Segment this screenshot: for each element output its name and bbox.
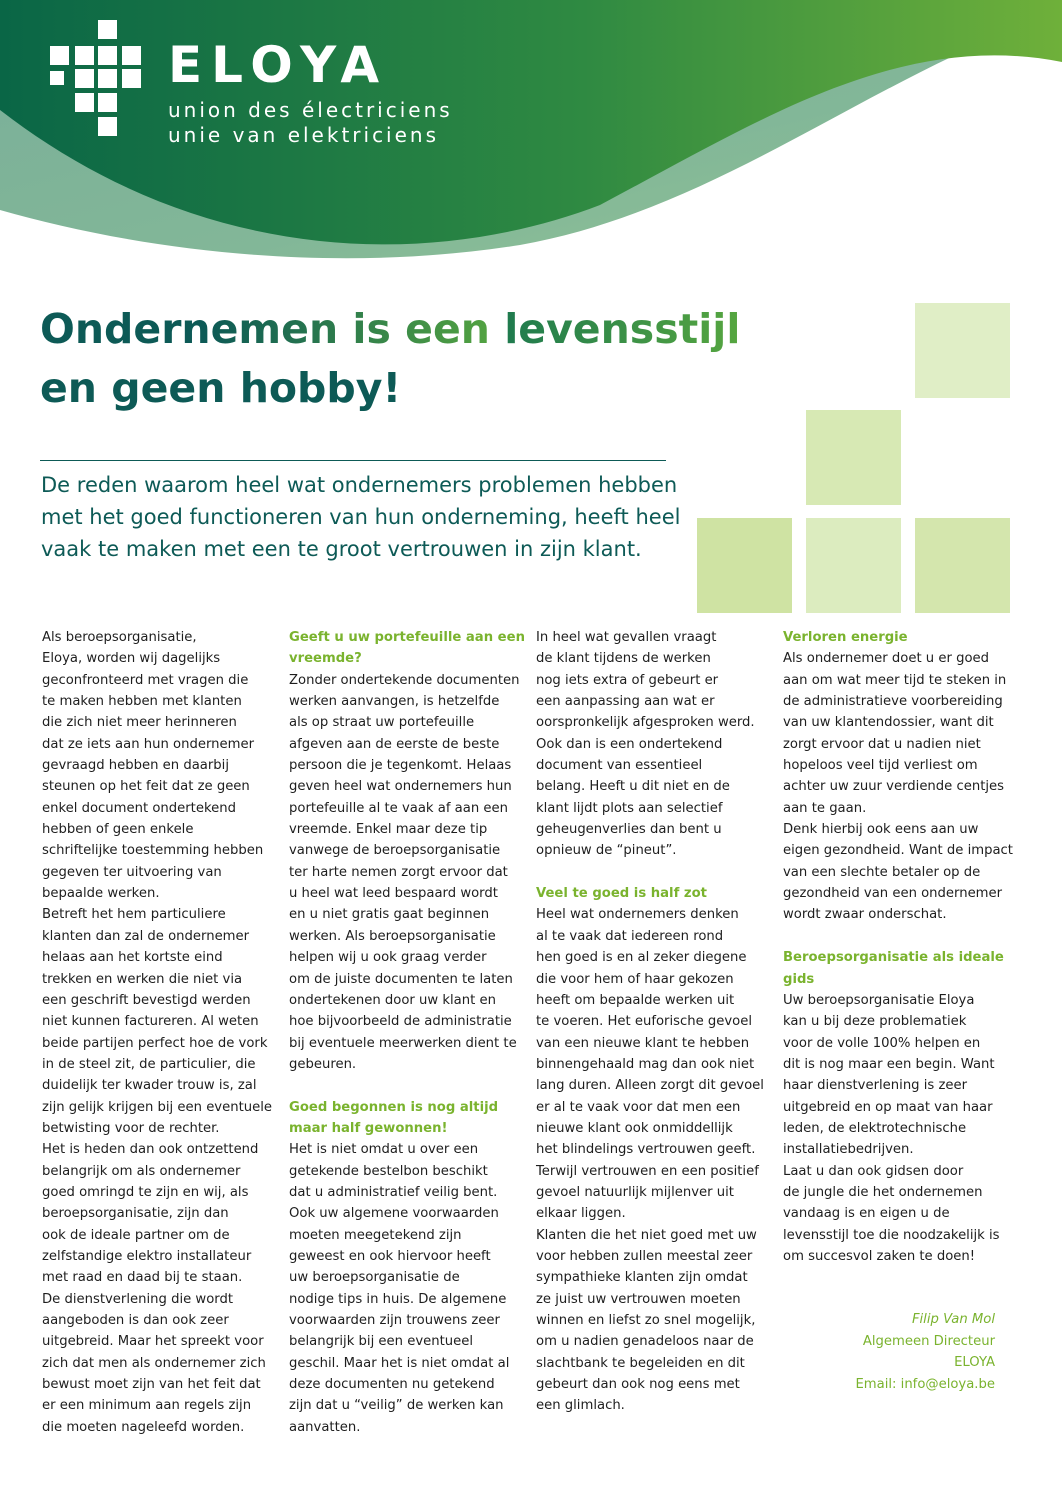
- text-line: Ook uw algemene voorwaarden: [289, 1206, 499, 1222]
- text-line: bepaalde werken.: [42, 886, 160, 902]
- text-line: gebeuren.: [289, 1056, 357, 1072]
- text-line: vandaag is en eigen u de: [783, 1206, 950, 1222]
- text-line: u heel wat leed bespaard wordt: [289, 886, 498, 902]
- text-line: Als ondernemer doet u er goed: [783, 651, 990, 667]
- text-line: goed omringd te zijn en wij, als: [42, 1184, 249, 1200]
- text-line: klanten dan zal de ondernemer: [42, 928, 250, 944]
- text-line: gebeurt dan ook nog eens met: [536, 1377, 740, 1393]
- text-line: Beroepsorganisatie als ideale: [783, 950, 1004, 966]
- text-line: eigen gezondheid. Want de impact: [783, 843, 1013, 859]
- text-line: de jungle die het ondernemen: [783, 1184, 983, 1200]
- text-line: die zich niet meer herinneren: [42, 715, 237, 731]
- text-line: Het is niet omdat u over een: [289, 1142, 479, 1158]
- text-line: hopeloos veel tijd verliest om: [783, 758, 978, 774]
- author-name: Filip Van Mol: [911, 1312, 995, 1327]
- lead-paragraph: [41, 469, 681, 565]
- text-line: zijn gelijk krijgen bij een eventuele: [42, 1099, 273, 1115]
- cross-grid-icon: [50, 20, 146, 138]
- paragraph: [536, 627, 764, 862]
- text-line: Zonder ondertekende documenten: [289, 672, 520, 688]
- text-line: vreemde. Enkel maar deze tip: [289, 822, 488, 838]
- text-line: opnieuw de “pineut”.: [536, 843, 677, 859]
- title-line-2: en geen hobby!: [40, 364, 402, 412]
- text-line: Het is heden dan ook ontzettend: [42, 1142, 259, 1158]
- text-line: geheugenverlies dan bent u: [536, 822, 722, 838]
- text-line: dit is nog maar een begin. Want: [783, 1056, 995, 1072]
- section-heading: [536, 883, 764, 904]
- text-line: gegeven ter uitvoering van: [42, 864, 222, 880]
- text-line: dat ze iets aan hun ondernemer: [42, 736, 254, 752]
- text-line: werken aanvangen, is hetzelfde: [289, 694, 500, 710]
- text-line: belang. Heeft u dit niet en de: [536, 779, 730, 795]
- text-line: te maken hebben met klanten: [42, 694, 242, 710]
- text-line: werken. Als beroepsorganisatie: [289, 928, 496, 944]
- text-line: zorgt ervoor dat u nadien niet: [783, 736, 981, 752]
- text-line: Als beroepsorganisatie,: [42, 630, 197, 645]
- text-line: nieuwe klant ook onmiddellijk: [536, 1120, 733, 1136]
- paragraph: [289, 670, 525, 1076]
- text-line: om de juiste documenten te laten: [289, 971, 513, 987]
- text-line: moeten meegetekend zijn: [289, 1227, 462, 1243]
- text-line: uw beroepsorganisatie de: [289, 1270, 460, 1286]
- text-line: lang duren. Alleen zorgt dit gevoel: [536, 1078, 764, 1094]
- text-line: en u niet gratis gaat beginnen: [289, 907, 490, 923]
- text-line: een geschrift bevestigd werden: [42, 992, 251, 1008]
- text-line: Denk hierbij ook eens aan uw: [783, 822, 979, 838]
- text-line: hebben of geen enkele: [42, 822, 194, 838]
- text-line: ondertekenen door uw klant en: [289, 992, 496, 1008]
- paragraph: [783, 648, 1013, 819]
- section-heading: [783, 627, 1013, 648]
- text-line: persoon die je tegenkomt. Helaas: [289, 758, 512, 774]
- decor-square: [806, 410, 901, 505]
- section-heading: [289, 1097, 525, 1140]
- text-line: Terwijl vertrouwen en een positief: [536, 1163, 759, 1179]
- text-line: maar half gewonnen!: [289, 1120, 448, 1136]
- text-line: dat u administratief veilig bent.: [289, 1184, 498, 1200]
- text-line: levensstijl toe die noodzakelijk is: [783, 1227, 1000, 1243]
- text-line: getekende bestelbon beschikt: [289, 1163, 488, 1179]
- section-heading: [783, 947, 1013, 990]
- column-4: [783, 627, 1013, 1267]
- paragraph: [42, 1289, 272, 1438]
- text-line: betwisting voor de rechter.: [42, 1120, 220, 1136]
- text-line: Laat u dan ook gidsen door: [783, 1163, 964, 1179]
- text-line: gevraagd hebben en daarbij: [42, 758, 230, 774]
- text-line: klant lijdt plots aan selectief: [536, 800, 723, 816]
- text-line: kan u bij deze problematiek: [783, 1014, 967, 1030]
- text-line: helaas aan het kortste eind: [42, 950, 223, 966]
- text-line: de klant tijdens de werken: [536, 651, 711, 667]
- text-line: hoe bijvoorbeeld de administratie: [289, 1014, 512, 1030]
- text-line: voorwaarden zijn trouwens zeer: [289, 1313, 500, 1328]
- text-line: nodige tips in huis. De algemene: [289, 1291, 507, 1307]
- text-line: zich dat men als ondernemer zich: [42, 1355, 266, 1371]
- text-line: geweest en ook hiervoor heeft: [289, 1248, 491, 1264]
- decor-square: [915, 303, 1010, 398]
- paragraph: [783, 1161, 1013, 1268]
- text-line: niet kunnen factureren. Al weten: [42, 1014, 259, 1030]
- text-line: van een nieuwe klant te hebben: [536, 1035, 750, 1051]
- text-line: afgeven aan de eerste de beste: [289, 736, 500, 752]
- text-line: oorspronkelijk afgesproken werd.: [536, 715, 755, 731]
- text-line: elkaar liggen.: [536, 1206, 626, 1222]
- text-line: de administratieve voorbereiding: [783, 694, 1003, 710]
- text-line: voor hebben zullen meestal zeer: [536, 1248, 753, 1264]
- text-line: als op straat uw portefeuille: [289, 715, 475, 731]
- text-line: aanvatten.: [289, 1419, 361, 1435]
- paragraph: [42, 627, 272, 904]
- text-line: aangeboden is dan ook zeer: [42, 1313, 229, 1328]
- text-line: vanwege de beroepsorganisatie: [289, 843, 501, 859]
- text-line: Heel wat ondernemers denken: [536, 907, 739, 923]
- tagline-dutch: unie van elektriciens: [168, 123, 440, 147]
- text-line: beide partijen perfect hoe de vork: [42, 1035, 268, 1051]
- text-line: uitgebreid. Maar het spreekt voor: [42, 1334, 264, 1350]
- text-line: aan om wat meer tijd te steken in: [783, 672, 1007, 688]
- text-line: bewust moet zijn van het feit dat: [42, 1377, 261, 1393]
- title-part: Ondernemen is een: [40, 305, 505, 353]
- author-org: ELOYA: [954, 1355, 995, 1370]
- text-line: binnengehaald mag dan ook niet: [536, 1056, 755, 1072]
- signature-block: [855, 1309, 995, 1395]
- text-line: portefeuille al te vaak af aan een: [289, 800, 508, 816]
- lead-line: met het goed functioneren van hun onderneming, heeft heel: [41, 505, 681, 529]
- text-line: De dienstverlening die wordt: [42, 1291, 233, 1307]
- text-line: In heel wat gevallen vraagt: [536, 630, 717, 645]
- text-line: van een slechte betaler op de: [783, 864, 981, 880]
- brand-name: ELOYA: [168, 36, 389, 94]
- text-line: er een minimum aan regels zijn: [42, 1398, 252, 1414]
- lead-line: vaak te maken met een te groot vertrouwen in zijn klant.: [41, 537, 642, 561]
- text-line: gezondheid van een ondernemer: [783, 886, 1003, 902]
- text-line: er al te vaak voor dat men een: [536, 1099, 741, 1115]
- column-1: [42, 627, 272, 1438]
- paragraph: [536, 1225, 764, 1417]
- text-line: die moeten nageleefd worden.: [42, 1419, 245, 1435]
- text-line: steunen op het feit dat ze geen: [42, 779, 250, 795]
- text-line: duidelijk ter kwader trouw is, zal: [42, 1078, 257, 1094]
- text-line: die voor hem of haar gekozen: [536, 971, 734, 987]
- text-line: gids: [783, 971, 815, 987]
- title-part: levensstijl: [504, 305, 741, 353]
- text-line: installatiebedrijven.: [783, 1142, 914, 1158]
- paragraph: [42, 1139, 272, 1288]
- text-line: leden, de elektrotechnische: [783, 1120, 967, 1136]
- text-line: Uw beroepsorganisatie Eloya: [783, 992, 975, 1008]
- text-line: voor de volle 100% helpen en: [783, 1035, 981, 1051]
- column-3: [536, 627, 764, 1417]
- text-line: in de steel zit, de particulier, die: [42, 1056, 256, 1072]
- author-role: Algemeen Directeur: [862, 1333, 995, 1349]
- text-line: van uw klantendossier, want dit: [783, 715, 994, 731]
- text-line: zelfstandige elektro installateur: [42, 1248, 252, 1264]
- text-line: deze documenten nu getekend: [289, 1377, 495, 1393]
- text-line: met raad en daad bij te staan.: [42, 1270, 243, 1286]
- page-title: [40, 300, 900, 418]
- tagline-french: union des électriciens: [168, 98, 453, 122]
- text-line: het blindelings vertrouwen geeft.: [536, 1142, 756, 1158]
- text-line: winnen en liefst zo snel mogelijk,: [536, 1313, 756, 1328]
- header-banner: [0, 0, 1062, 270]
- text-line: gevoel natuurlijk mijlenver uit: [536, 1184, 734, 1200]
- text-line: wordt zwaar onderschat.: [783, 907, 947, 923]
- author-email: Email: info@eloya.be: [855, 1376, 995, 1392]
- text-line: hen goed is en al zeker diegene: [536, 950, 747, 966]
- text-line: geven heel wat ondernemers hun: [289, 779, 512, 795]
- paragraph: [783, 990, 1013, 1161]
- text-line: een glimlach.: [536, 1398, 625, 1414]
- text-line: Klanten die het niet goed met uw: [536, 1227, 757, 1243]
- text-line: ook de ideale partner om de: [42, 1227, 230, 1243]
- column-2: [289, 627, 525, 1438]
- text-line: Geeft u uw portefeuille aan een: [289, 630, 525, 645]
- text-line: Verloren energie: [783, 630, 908, 645]
- text-line: te voeren. Het euforische gevoel: [536, 1014, 753, 1030]
- lead-line: De reden waarom heel wat ondernemers problemen hebben: [41, 473, 678, 497]
- text-line: haar dienstverlening is zeer: [783, 1078, 968, 1094]
- text-line: enkel document ondertekend: [42, 800, 236, 816]
- paragraph: [289, 1139, 525, 1438]
- text-line: Ook dan is een ondertekend: [536, 736, 723, 752]
- text-line: Veel te goed is half zot: [536, 886, 707, 902]
- text-line: trekken en werken die niet via: [42, 971, 243, 987]
- text-line: geschil. Maar het is niet omdat al: [289, 1355, 510, 1371]
- text-line: om succesvol zaken te doen!: [783, 1248, 976, 1264]
- paragraph: [536, 904, 764, 1224]
- text-line: ze juist uw vertrouwen moeten: [536, 1291, 741, 1307]
- text-line: beroepsorganisatie, zijn dan: [42, 1206, 229, 1222]
- text-line: achter uw zuur verdiende centjes: [783, 779, 1005, 795]
- text-line: schriftelijke toestemming hebben: [42, 843, 264, 859]
- text-line: Goed begonnen is nog altijd: [289, 1099, 499, 1115]
- text-line: om u nadien genadeloos naar de: [536, 1334, 754, 1350]
- decor-square: [806, 518, 901, 613]
- text-line: sympathieke klanten zijn omdat: [536, 1270, 748, 1286]
- text-line: nog iets extra of gebeurt er: [536, 672, 719, 688]
- text-line: zijn dat u “veilig” de werken kan: [289, 1398, 504, 1414]
- text-line: aan te gaan.: [783, 800, 867, 816]
- text-line: uitgebreid en op maat van haar: [783, 1099, 993, 1115]
- text-line: bij eventuele meerwerken dient te: [289, 1035, 517, 1051]
- text-line: belangrijk om als ondernemer: [42, 1163, 241, 1179]
- paragraph: [783, 819, 1013, 926]
- decor-square: [915, 518, 1010, 613]
- divider: [40, 460, 666, 461]
- text-line: ter harte nemen zorgt ervoor dat: [289, 864, 508, 880]
- text-line: belangrijk bij een eventueel: [289, 1334, 474, 1350]
- text-line: slachtbank te begeleiden en dit: [536, 1355, 745, 1371]
- text-line: een aanpassing aan wat er: [536, 694, 715, 710]
- text-line: al te vaak dat iedereen rond: [536, 928, 724, 944]
- text-line: document van essentieel: [536, 758, 703, 774]
- decor-square: [697, 518, 792, 613]
- text-line: heeft om bepaalde werken uit: [536, 992, 735, 1008]
- text-line: vreemde?: [289, 651, 362, 667]
- paragraph: [42, 904, 272, 1139]
- text-line: Eloya, worden wij dagelijks: [42, 651, 221, 667]
- section-heading: [289, 627, 525, 670]
- text-line: Betreft het hem particuliere: [42, 907, 226, 923]
- text-line: geconfronteerd met vragen die: [42, 672, 249, 688]
- text-line: helpen wij u ook graag verder: [289, 950, 487, 966]
- header-wave: [0, 0, 1062, 270]
